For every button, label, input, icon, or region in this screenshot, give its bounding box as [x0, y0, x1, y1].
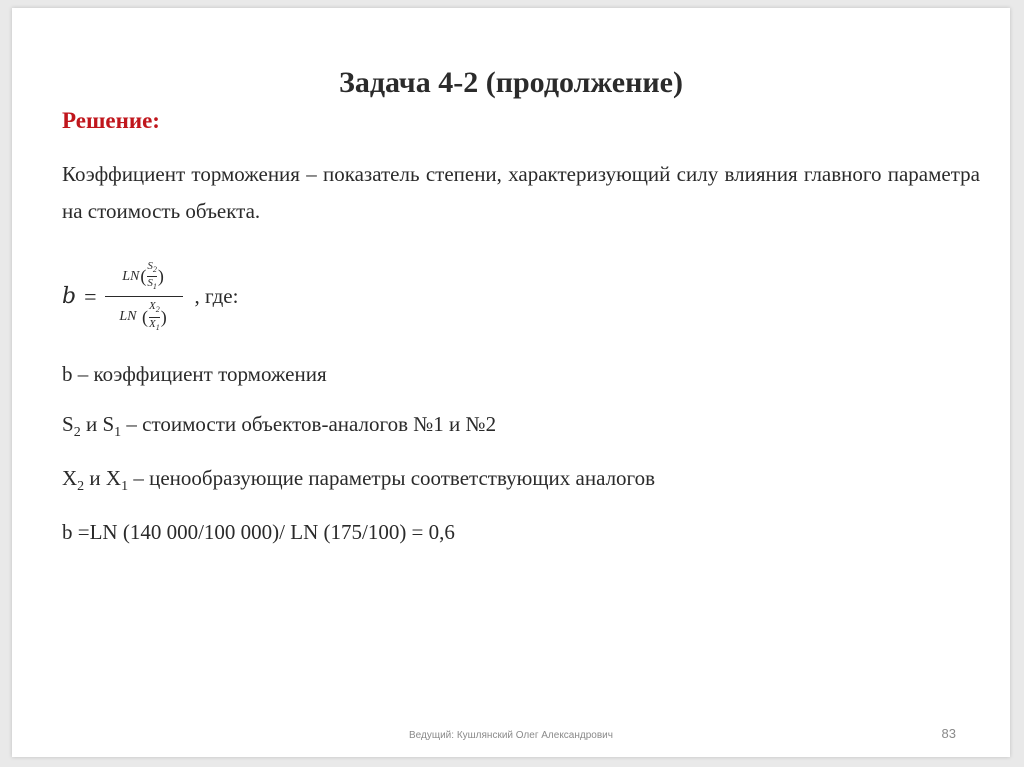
definition-x [62, 466, 655, 495]
num-bottom-sub: 1 [152, 282, 157, 292]
s-description: – стоимости объектов-аналогов №1 и №2 [121, 412, 497, 436]
formula-equals: = [84, 283, 97, 309]
page-number: 83 [941, 726, 956, 741]
x-conjunction: и [84, 466, 106, 490]
calculation-line: b =LN (140 000/100 000)/ LN (175/100) = 0,6 [62, 520, 455, 544]
formula-lhs: b [62, 284, 77, 310]
definition-b: b – коэффициент торможения [62, 362, 327, 386]
x2-symbol: X [62, 466, 78, 490]
definition-s [62, 412, 496, 441]
numerator-ratio [147, 260, 157, 293]
s1-sub: 1 [114, 425, 122, 441]
s2-symbol: S [62, 412, 74, 436]
formula-numerator: LN ( $\frac{S_2}{S_1}$ ) [122, 260, 164, 292]
formula [62, 260, 238, 334]
slide [12, 8, 1010, 757]
x-description: – ценообразующие параметры соответствующих аналогов [128, 466, 656, 490]
numerator-fn: LN [122, 268, 140, 284]
denominator-ratio [149, 300, 160, 333]
x1-sub: 1 [121, 479, 129, 495]
num-bottom: S [147, 277, 153, 290]
s1-symbol: S [102, 412, 115, 436]
den-top-sub: 2 [155, 305, 160, 315]
solution-label: Решение: [62, 108, 160, 133]
s-conjunction: и [80, 412, 103, 436]
den-top: X [148, 300, 156, 313]
x2-sub: 2 [77, 479, 85, 495]
s2-sub: 2 [73, 425, 81, 441]
slide-title: Задача 4-2 (продолжение) [339, 66, 683, 99]
den-bottom-sub: 1 [155, 322, 160, 332]
num-top-sub: 2 [152, 265, 157, 275]
denominator-fn: LN [119, 309, 137, 325]
den-bottom: X [148, 317, 156, 330]
footer-presenter: Ведущий: Кушлянский Олег Александрович [409, 730, 613, 741]
formula-suffix: , где: [194, 284, 239, 309]
formula-fraction [105, 260, 183, 334]
num-top: S [147, 260, 153, 272]
definition-paragraph: Коэффициент торможения – показатель степени, характеризующий силу влияния главного параметра на стоимость объекта. [62, 162, 980, 223]
x1-symbol: X [105, 466, 122, 490]
formula-denominator: LN ( $\frac{X_2}{X_1}$ ) [119, 300, 167, 332]
